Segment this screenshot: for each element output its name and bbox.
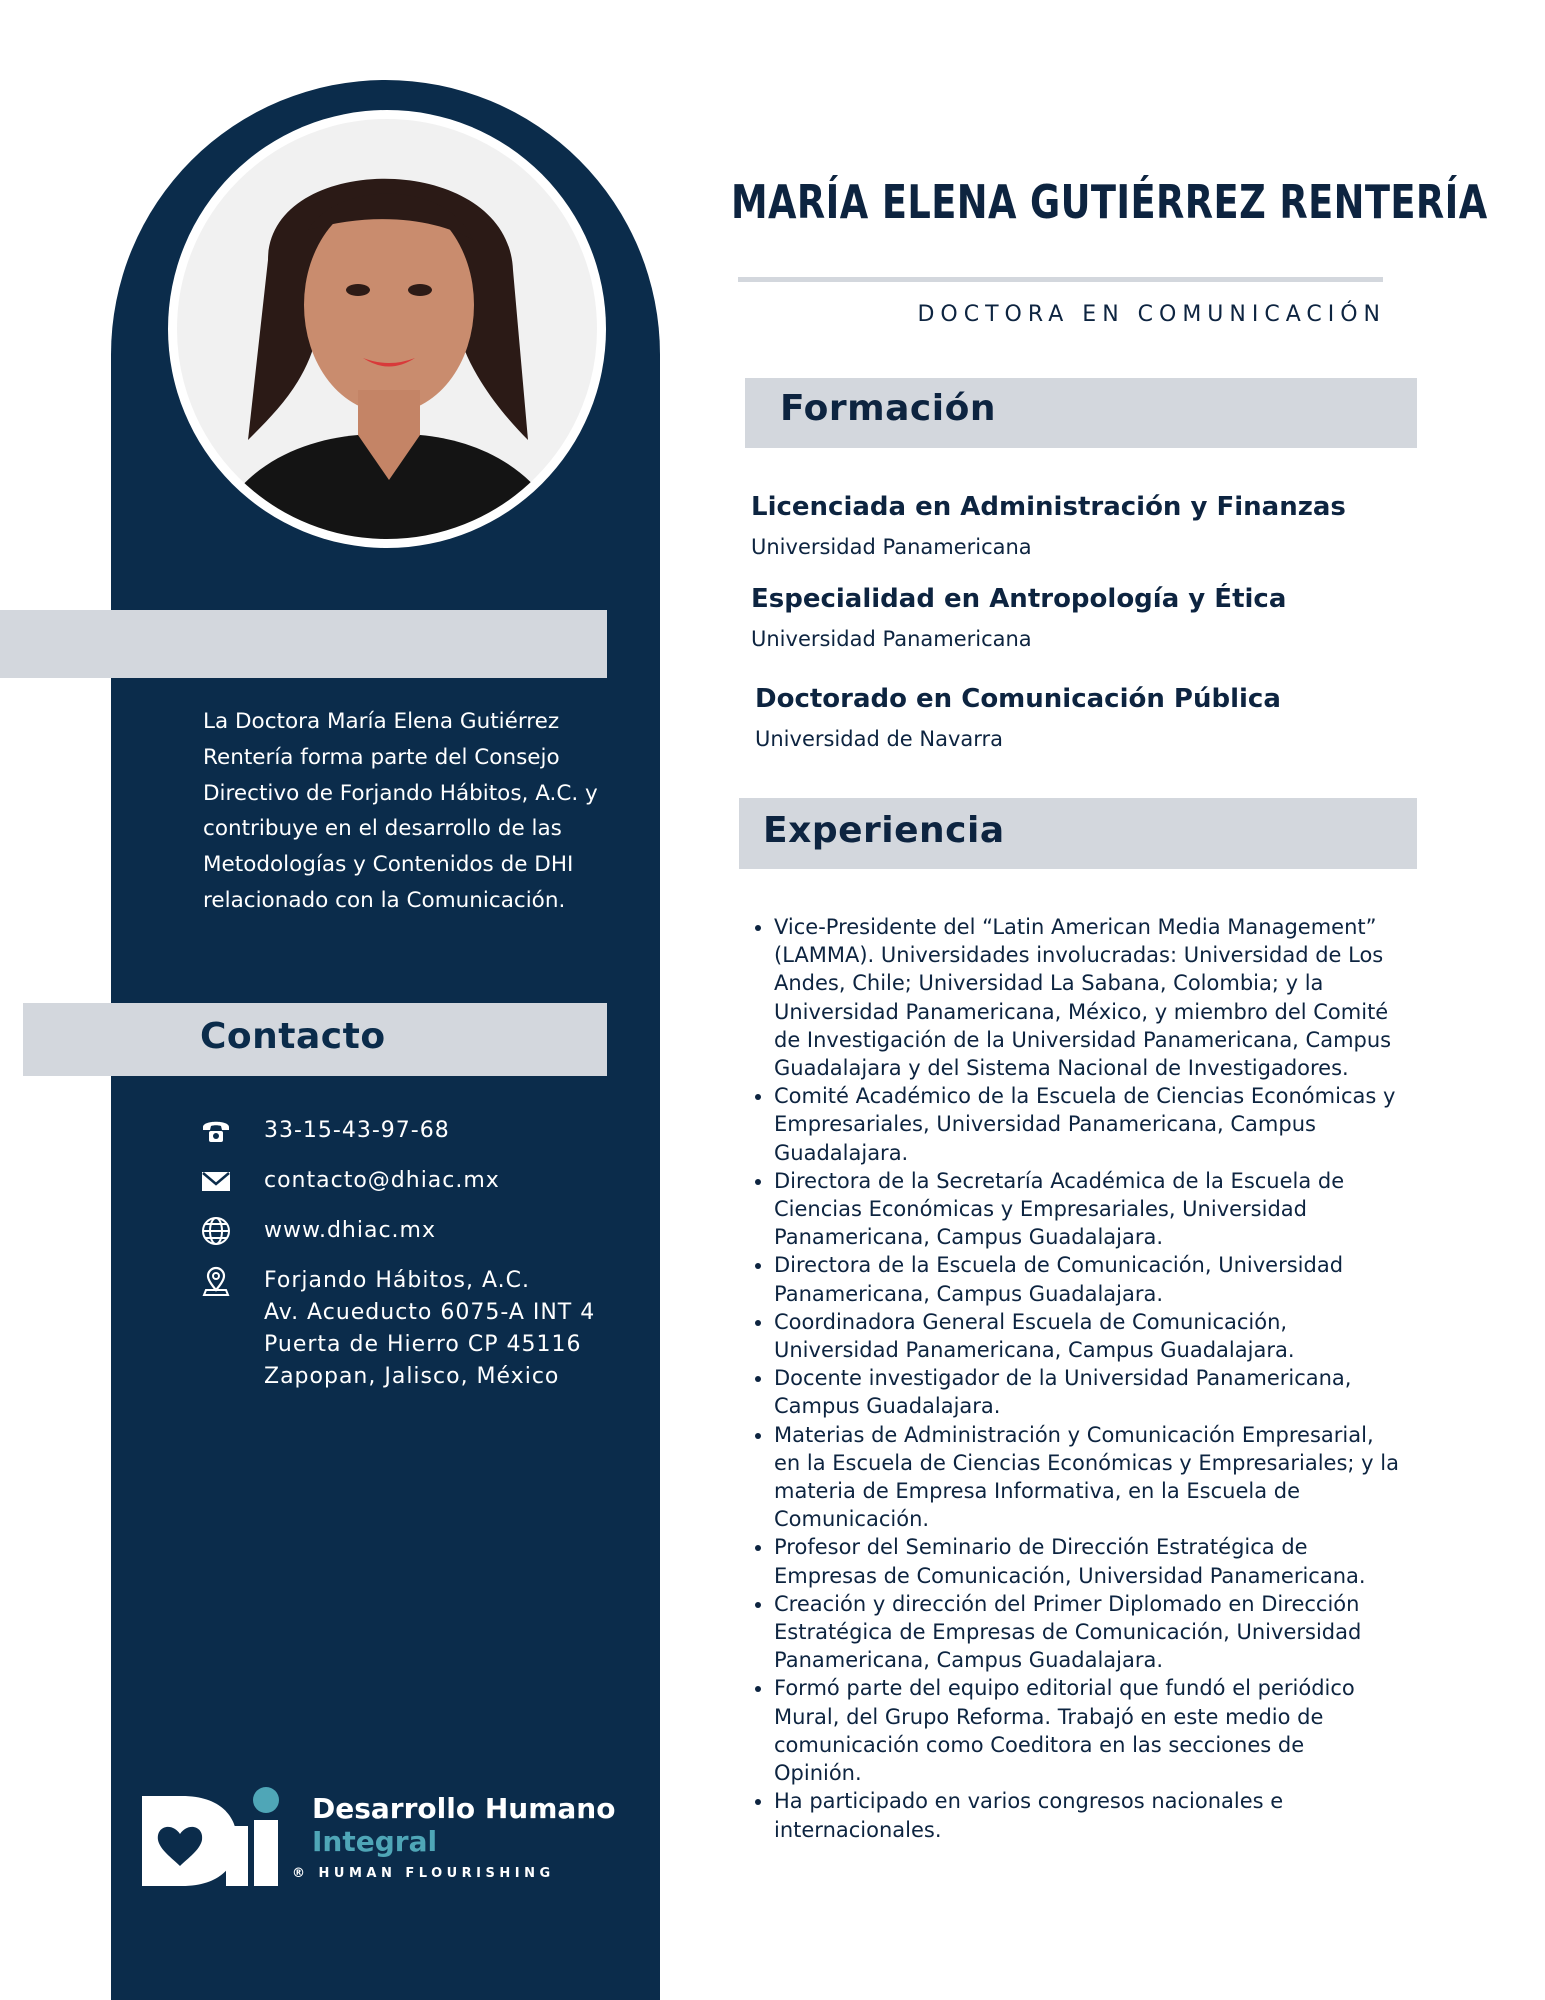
list-item: • Directora de la Escuela de Comunicación, Universidad Panamericana, Campus Guadalajara.: [774, 1251, 1444, 1307]
list-item: • Profesor del Seminario de Dirección Estratégica de Empresas de Comunicación, Universidad Panamericana.: [774, 1533, 1444, 1589]
location-pin-icon: [200, 1265, 232, 1297]
list-item: • Materias de Administración y Comunicación Empresarial, en la Escuela de Ciencias Económicas y Empresariales; y la materia de Empresa Informativa, en la Escuela de Comunicación.: [774, 1421, 1444, 1534]
list-item: • Coordinadora General Escuela de Comunicación, Universidad Panamericana, Campus Guadalajara.: [774, 1308, 1444, 1364]
about-paragraph: La Doctora María Elena Gutiérrez Rentería forma parte del Consejo Directivo de Forjando Hábitos, A.C. y contribuye en el desarrollo de las Metodologías y Contenidos de DHI relacionado con la Comunicación.: [203, 709, 598, 913]
logo-text-line1: Desarrollo Humano: [312, 1792, 616, 1825]
email-link[interactable]: contacto@dhiac.mx: [264, 1168, 500, 1193]
logo-text-line2: Integral: [312, 1825, 438, 1858]
education-institution-3: Universidad de Navarra: [755, 727, 1004, 751]
title-divider: [738, 277, 1383, 282]
profile-photo: [168, 110, 606, 548]
website-link[interactable]: www.dhiac.mx: [264, 1218, 436, 1243]
list-item: • Ha participado en varios congresos nacionales e internacionales.: [774, 1787, 1444, 1843]
contact-phone-row: [200, 1115, 630, 1165]
education-degree-1: Licenciada en Administración y Finanzas: [751, 492, 1346, 522]
contact-address-row: [200, 1265, 630, 1389]
about-section-bar: [0, 610, 607, 678]
education-institution-1: Universidad Panamericana: [751, 535, 1032, 559]
list-item: • Formó parte del equipo editorial que fundó el periódico Mural, del Grupo Reforma. Trabajó en este medio de comunicación como Coeditora en las secciones de Opinión.: [774, 1674, 1444, 1787]
globe-icon: [200, 1215, 232, 1247]
contact-website-row: [200, 1215, 630, 1265]
dhi-logo-mark: [142, 1786, 282, 1886]
dhi-logo: [142, 1780, 642, 1890]
education-degree-3: Doctorado en Comunicación Pública: [755, 684, 1281, 714]
phone-value[interactable]: 33-15-43-97-68: [264, 1118, 450, 1143]
experience-heading: Experiencia: [763, 810, 1005, 851]
logo-tagline: ® HUMAN FLOURISHING: [292, 1866, 555, 1881]
phone-icon: [200, 1115, 232, 1147]
list-item: • Directora de la Secretaría Académica de la Escuela de Ciencias Económicas y Empresariales, Universidad Panamericana, Campus Guadalajara.: [774, 1167, 1444, 1252]
list-item: • Creación y dirección del Primer Diplomado en Dirección Estratégica de Empresas de Comunicación, Universidad Panamericana, Campus Guadalajara.: [774, 1590, 1444, 1675]
list-item: • Docente investigador de la Universidad Panamericana, Campus Guadalajara.: [774, 1364, 1444, 1420]
contact-list: [200, 1115, 630, 1389]
contact-heading: Contacto: [200, 1016, 386, 1057]
list-item: • Vice-Presidente del “Latin American Media Management” (LAMMA). Universidades involucradas: Universidad de Los Andes, Chile; Universidad La Sabana, Colombia; y la Universidad Panamericana, México, y miembro del Comité de Investigación de la Universidad Panamericana, Campus Guadalajara y del Sistema Nacional de Investigadores.: [774, 913, 1444, 1082]
experience-list: [744, 913, 1444, 1844]
mail-icon: [200, 1165, 232, 1197]
education-degree-2: Especialidad en Antropología y Ética: [751, 584, 1287, 614]
person-name: MARÍA ELENA GUTIÉRREZ RENTERÍA: [731, 175, 1488, 229]
address-block: Forjando Hábitos, A.C. Av. Acueducto 6075-A INT 4 Puerta de Hierro CP 45116 Zapopan, Jalisco, México: [264, 1268, 596, 1389]
education-institution-2: Universidad Panamericana: [751, 627, 1032, 651]
person-title: DOCTORA EN COMUNICACIÓN: [917, 302, 1386, 327]
education-heading: Formación: [780, 388, 996, 429]
list-item: • Comité Académico de la Escuela de Ciencias Económicas y Empresariales, Universidad Panamericana, Campus Guadalajara.: [774, 1082, 1444, 1167]
contact-email-row: [200, 1165, 630, 1215]
